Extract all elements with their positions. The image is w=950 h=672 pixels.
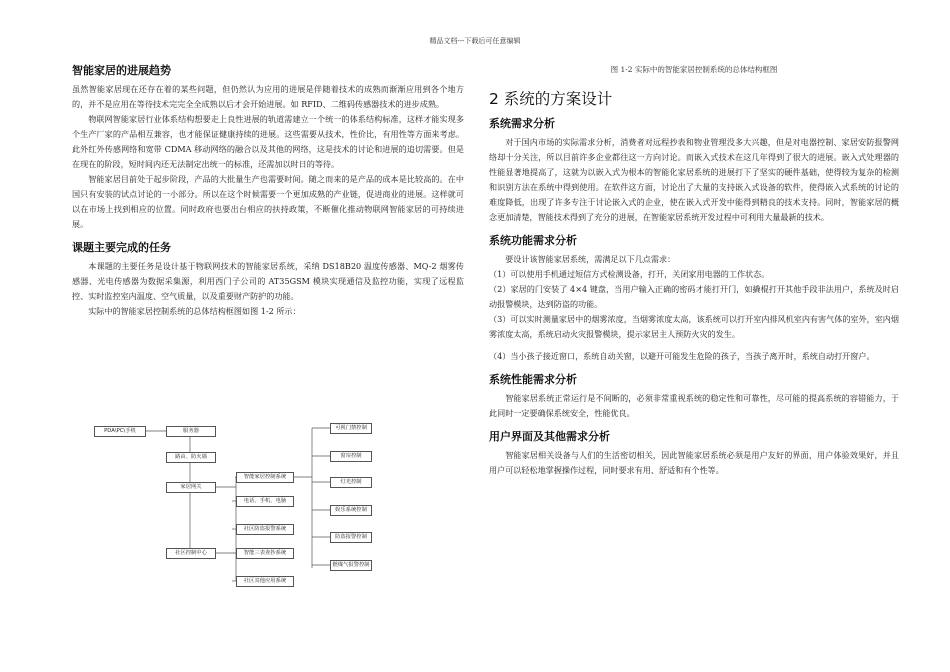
diagram-node-right: 娱乐系统控制	[330, 505, 372, 516]
diagram-node-mid: 智能家居控制系统	[236, 472, 294, 483]
paragraph: 要设计该智能家居系统，需满足以下几点需求：	[505, 254, 676, 264]
paragraph: 对于国内市场的实际需求分析，消费者对远程抄表和物业管理没多大兴趣，但是对电器控制、家居安防报警网络却十分关注，所以目前许多企业都往这一方向讨论。而嵌入式技术在这几年得到了很大的进展。嵌入式处理器的性能显著地提高了，这就为以嵌入式为根本的智能化家居系统的进展打下了坚实的硬件基础，使得较为复杂的检测和识别方法在系统中得到使用。在软件这方面，讨论出了大量的支持嵌入式设备的软件，使得嵌入式系统的讨论的难度降低，出现了许多专注于讨论嵌入式的企业，使在嵌入式开发中能得到精良的技术支持。同时，智能家居的概念更加清楚，智能技术得到了充分的进展，在智能家居系统开发过程中可利用大量最新的技术。	[489, 137, 899, 222]
paragraph: 实际中的智能家居控制系统的总体结构框图如图 1-2 所示：	[88, 306, 301, 316]
diagram-node-right: 窗帘控制	[330, 451, 372, 462]
diagram-node-mid: 社区防盗报警系统	[236, 524, 294, 535]
section-heading-requirements: 系统需求分析	[489, 117, 555, 130]
paragraph: 智能家居相关设备与人们的生活密切相关，因此智能家居系统必须是用户友好的界面，用户体验效果好，并且用户可以轻松地掌握操作过程，同时要求有用、舒适和有个性等。	[489, 450, 899, 475]
chapter-title: 2 系统的方案设计	[489, 90, 613, 108]
left-column	[72, 62, 464, 319]
section-heading-ui: 用户界面及其他需求分析	[489, 430, 610, 443]
paragraph: 物联网智能家居行业体系结构想要走上良性进展的轨道需建立一个统一的体系结构标准，这样才能实现多个生产厂家的产品相互兼容，也才能保证健康持续的进展。这些需要从技术，性价比，有用性等方面来考虑。此外红外传感网络和宽带 CDMA 移动网络的融合以及其他的网络，这是技术的讨论和进展的追切需要。但是在现在的阶段，短时间内还无法制定出统一的标准，还需加以时日的等待。	[72, 114, 464, 169]
section-heading-performance: 系统性能需求分析	[489, 373, 577, 386]
diagram-node-pda: PDA\PC\手机	[94, 426, 146, 437]
diagram-node-right: 燃煤气报警控制	[330, 560, 372, 571]
system-block-diagram	[92, 420, 370, 590]
diagram-node-mid: 电话、手机、电脑	[236, 496, 294, 507]
diagram-node-community: 社区控制中心	[166, 548, 216, 559]
diagram-node-mid: 社区其他应用系统	[236, 576, 294, 587]
diagram-connectors	[92, 420, 360, 590]
diagram-node-right: 灯光控制	[330, 477, 372, 488]
requirement-item: （4）当小孩子接近窗口，系统自动关窗，以避开可能发生危险的孩子，当孩子离开时，系统自动打开窗户。	[489, 351, 875, 361]
section-heading-tasks: 课题主要完成的任务	[72, 241, 171, 254]
diagram-node-router: 路由、防火墙	[166, 452, 216, 463]
page-header: 精品文档---下载后可任意编辑	[429, 37, 521, 45]
paragraph: 智能家居目前处于起步阶段，产品的大批量生产也需要时间。随之而来的是产品的成本是比较高的。在中国只有安装的试点讨论的一小部分。所以在这个时候需要一个更加成熟的产业链，促进商业的进展。这样就可以在市场上找到相应的位置。同时政府也要出台相应的扶持政策，不断催化推动物联网智能家居的可持续进展。	[72, 174, 464, 229]
diagram-node-server: 服务器	[166, 426, 216, 437]
diagram-node-right: 可视门禁控制	[330, 423, 372, 434]
section-heading-functional: 系统功能需求分析	[489, 234, 577, 247]
diagram-node-mid: 智能三表查抄系统	[236, 548, 294, 559]
right-column	[489, 62, 899, 478]
paragraph: 本课题的主要任务是设计基于物联网技术的智能家居系统，采纳 DS18B20 温度传感器、MQ-2 烟雾传感器、光电传感器为数据采集源，利用西门子公司的 AT35GSM 模块实现通信及监控功能，实现了远程监控、实时监控室内温度、空气质量，以及重要财产防护的功能。	[72, 261, 464, 301]
figure-caption: 图 1-2 实际中的智能家居控制系统的总体结构框图	[610, 65, 778, 74]
requirement-item: （3）可以实时测量家居中的烟雾浓度，当烟雾浓度太高，该系统可以打开室内排风机室内有害气体的室外，室内烟雾浓度太高，系统启动火灾报警模块，提示家居主人预防火灾的发生。	[489, 314, 899, 339]
paragraph: 虽然智能家居现在还存在着的某些问题，但仍然认为应用的进展是伴随着技术的成熟而渐渐应用到各个地方的，并不是应用在等待技术完完全全成熟以后才会开始进展。如 RFID、二维码传感器技术的进步成熟。	[72, 84, 464, 109]
diagram-node-gateway: 家居网关	[166, 482, 216, 493]
requirement-item: （1）可以使用手机通过短信方式检测设备，打开，关闭家用电器的工作状态。	[489, 269, 770, 279]
diagram-node-right: 防盗报警控制	[330, 532, 372, 543]
section-heading-trend: 智能家居的进展趋势	[72, 64, 171, 77]
requirement-item: （2）家居的门安装了 4×4 键盘，当用户输入正确的密码才能打开门，如撬棍打开其他手段非法用户，系统及时启动报警模块，达到防盗的功能。	[489, 284, 899, 309]
paragraph: 智能家居系统正常运行是不间断的，必须非常重视系统的稳定性和可靠性，尽可能的提高系统的容错能力，于此同时一定要确保系统安全，性能优良。	[489, 393, 899, 418]
